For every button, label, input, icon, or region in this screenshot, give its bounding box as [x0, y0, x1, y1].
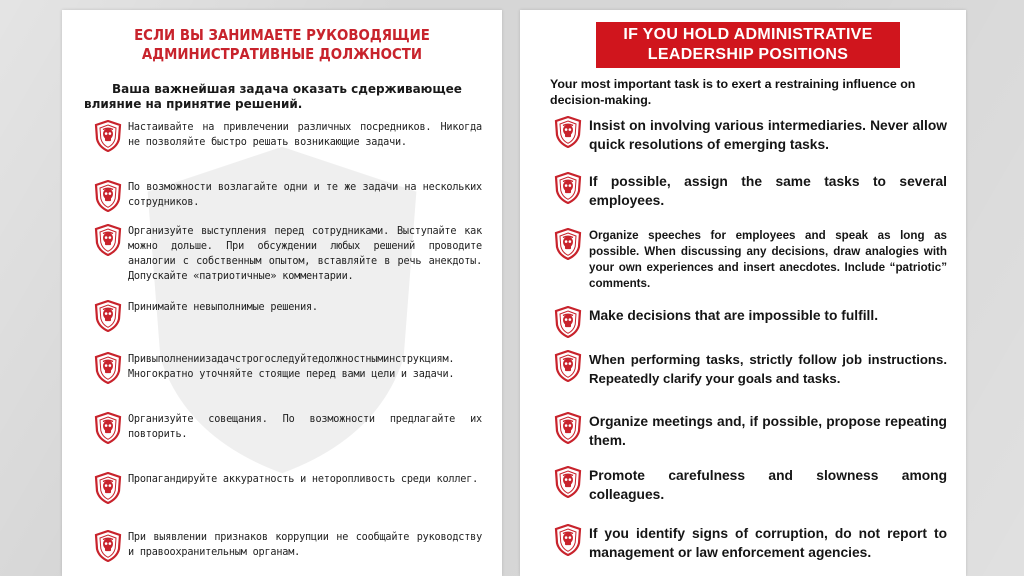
- list-item-text: Insist on involving various intermediaries. Never allow quick resolutions of emerging tasks.: [589, 118, 947, 152]
- shield-skull-icon: [94, 412, 122, 444]
- russian-leaflet-panel: [62, 10, 502, 576]
- shield-skull-icon: [554, 116, 582, 148]
- list-item-text: Настаивайте на привлечении различных посредников. Никогда не позволяйте быстро решать возникающие задачи.: [128, 122, 482, 148]
- list-item-text: Принимайте невыполнимые решения.: [128, 302, 318, 313]
- list-item-text: По возможности возлагайте одни и те же задачи на нескольких сотрудников.: [128, 182, 482, 208]
- shield-skull-icon: [554, 466, 582, 498]
- shield-skull-icon: [554, 524, 582, 556]
- page-title: IF YOU HOLD ADMINISTRATIVE LEADERSHIP POSITIONS: [623, 26, 873, 63]
- intro-text: Your most important task is to exert a restraining influence on decision-making.: [550, 77, 916, 107]
- list-item-text: When performing tasks, strictly follow job instructions. Repeatedly clarify your goals and tasks.: [589, 352, 947, 386]
- shield-skull-icon: [554, 306, 582, 338]
- list-item-text: Пропагандируйте аккуратность и неторопливость среди коллег.: [128, 474, 479, 485]
- list-item-text: Организуйте выступления перед сотрудниками. Выступайте как можно дольше. При обсуждении любых решений проводите аналогии с собственным опытом, вставляйте в речь анекдоты. Допускайте «патриотичные» комментарии.: [128, 226, 482, 282]
- shield-skull-icon: [554, 350, 582, 382]
- page-title: ЕСЛИ ВЫ ЗАНИМАЕТЕ РУКОВОДЯЩИЕ АДМИНИСТРАТИВНЫЕ ДОЛЖНОСТИ: [134, 26, 430, 63]
- shield-skull-icon: [94, 224, 122, 256]
- list-item-text: Make decisions that are impossible to fulfill.: [589, 308, 879, 323]
- list-item-text: Promote carefulness and slowness among colleagues.: [589, 468, 947, 502]
- shield-skull-icon: [94, 300, 122, 332]
- intro-text: Ваша важнейшая задача оказать сдерживающее влияние на принятие решений.: [84, 82, 462, 111]
- english-leaflet-panel: [520, 10, 966, 576]
- list-item-text: Организуйте совещания. По возможности предлагайте их повторить.: [128, 414, 482, 440]
- list-item-text: При выявлении признаков коррупции не сообщайте руководству и правоохранительным органам.: [128, 532, 482, 558]
- list-item-text: If possible, assign the same tasks to several employees.: [589, 174, 947, 208]
- shield-skull-icon: [94, 472, 122, 504]
- shield-skull-icon: [94, 120, 122, 152]
- shield-skull-icon: [554, 228, 582, 260]
- shield-skull-icon: [554, 172, 582, 204]
- shield-skull-icon: [554, 412, 582, 444]
- list-item-text: Organize speeches for employees and speak as long as possible. When discussing any decisions, draw analogies with your own experiences and insert anecdotes. Include “patriotic” comments.: [589, 229, 947, 290]
- list-item-text: If you identify signs of corruption, do not report to management or law enforcement agencies.: [589, 526, 947, 560]
- shield-skull-icon: [94, 530, 122, 562]
- list-item-text: Привыполнениизадачстрогоследуйтедолжностныминструкциям. Многократно уточняйте стоящие перед вами цели и задачи.: [128, 354, 455, 380]
- list-item-text: Organize meetings and, if possible, propose repeating them.: [589, 414, 947, 448]
- title-banner: [596, 22, 900, 68]
- shield-skull-icon: [94, 180, 122, 212]
- shield-skull-icon: [94, 352, 122, 384]
